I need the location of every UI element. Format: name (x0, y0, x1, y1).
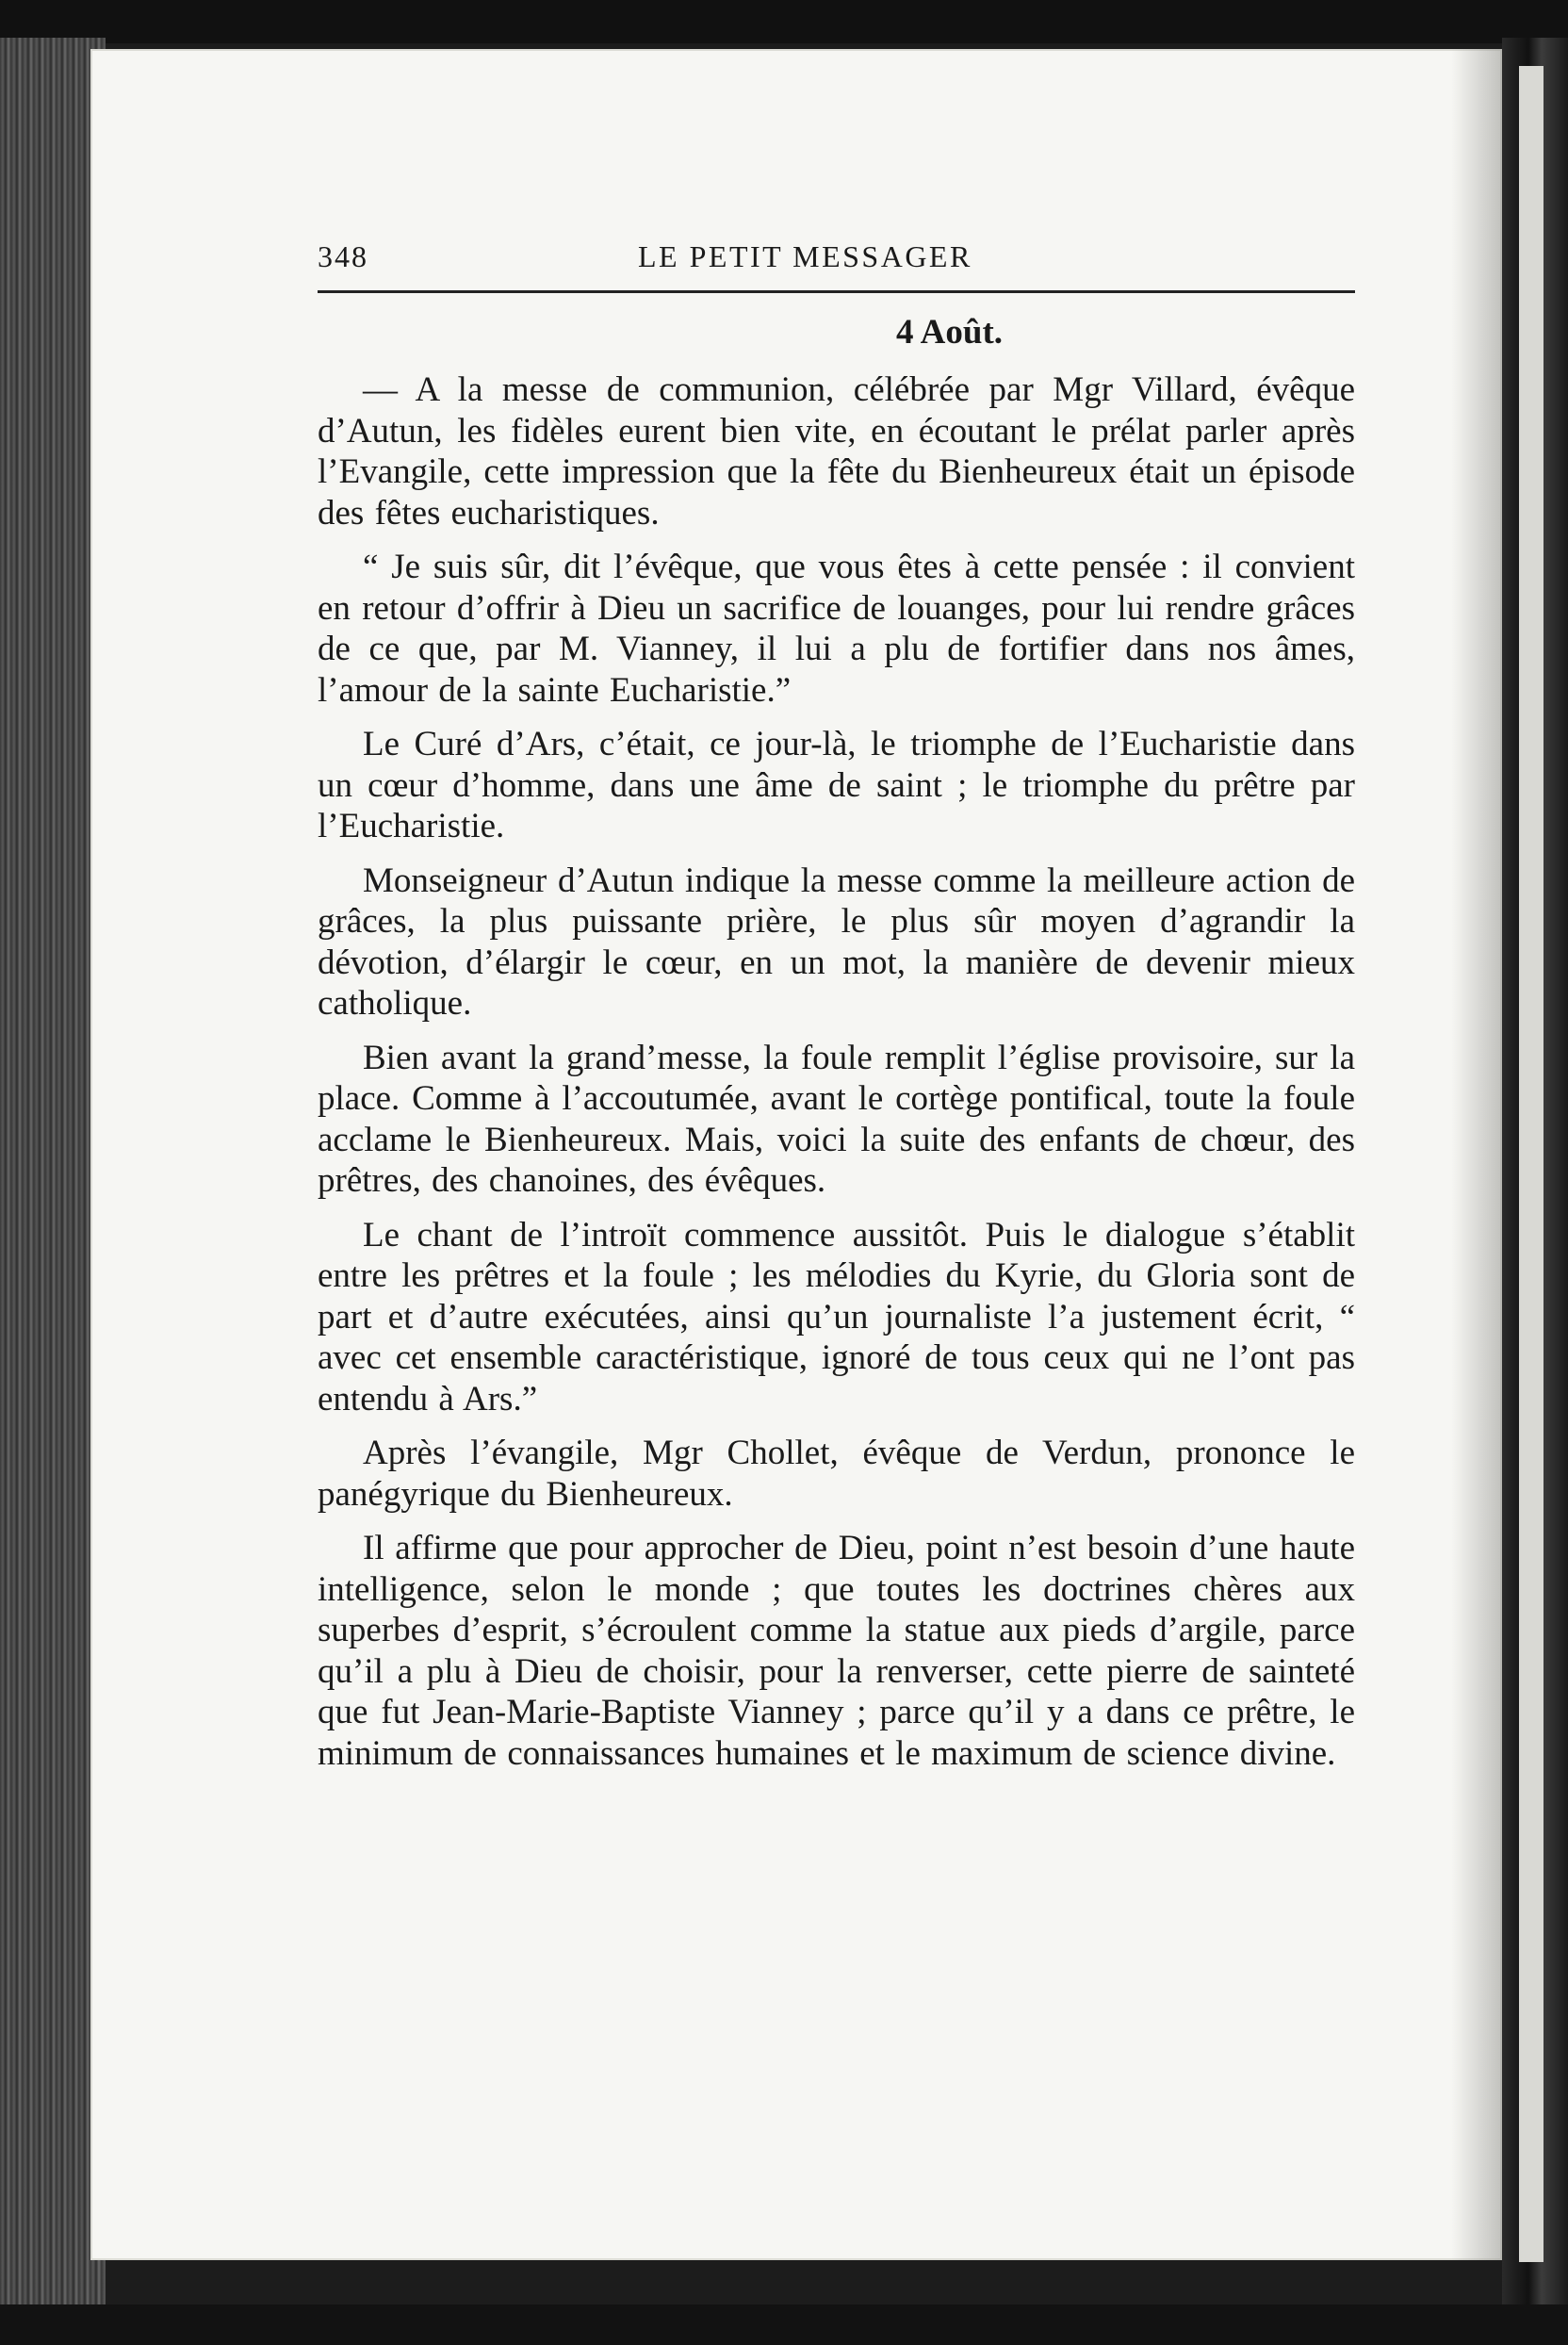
paragraph: Après l’évangile, Mgr Chollet, évêque de Verdun, prononce le panégyrique du Bienheureux. (318, 1434, 1355, 1514)
page-shadow (1451, 49, 1502, 2260)
running-head (318, 236, 1355, 287)
paragraph: Bien avant la grand’messe, la foule remplit l’église provisoire, sur la place. Comme à l’accoutumée, avant le cortège pontifical, toute la foule acclame le Bienheureux. Mais, voici la suite des enfants de chœur, des prêtres, des chanoines, des évêques. (318, 1038, 1355, 1200)
running-title: LE PETIT MESSAGER (638, 239, 972, 273)
paragraph: Le chant de l’introït commence aussitôt. Puis le dialogue s’établit entre les prêtres et la foule ; les mélodies du Kyrie, du Gloria sont de part et d’autre exécutées, ainsi qu’un journaliste l’a justement écrit, “ avec cet ensemble caractéristique, ignoré de tous ceux qui ne l’ont pas entendu à Ars.” (318, 1215, 1355, 1418)
header-rule (318, 290, 1355, 293)
paragraph: — A la messe de communion, célébrée par Mgr Villard, évêque d’Autun, les fidèles eurent bien vite, en écoutant le prélat parler après l’Evangile, cette impression que la fête du Bienheureux était un épisode des fêtes eucharistiques. (318, 370, 1355, 533)
paragraph: Le Curé d’Ars, c’était, ce jour-là, le triomphe de l’Eucharistie dans un cœur d’homme, dans une âme de saint ; le triomphe du prêtre par l’Eucharistie. (318, 725, 1355, 845)
page-number: 348 (318, 239, 368, 273)
page-content (318, 236, 1355, 1787)
paragraph: Il affirme que pour approcher de Dieu, point n’est besoin d’une haute intelligence, selon le monde ; que toutes les doctrines chères aux superbes d’esprit, s’écroulent comme la statue aux pieds d’argile, parce qu’il a plu à Dieu de choisir, pour la renverser, cette pierre de sainteté que fut Jean-Marie-Baptiste Vianney ; parce qu’il y a dans ce prêtre, le minimum de connaissances humaines et le maximum de science divine. (318, 1529, 1355, 1773)
paragraph: Monseigneur d’Autun indique la messe comme la meilleure action de grâces, la plus puissante prière, le plus sûr moyen d’agrandir la dévotion, d’élargir le cœur, en un mot, la manière de devenir mieux catholique. (318, 861, 1355, 1023)
scan-top-border (0, 0, 1568, 43)
date-heading: 4 Août. (895, 313, 1004, 352)
scan-bottom-border (0, 2304, 1568, 2345)
paragraph: “ Je suis sûr, dit l’évêque, que vous êtes à cette pensée : il convient en retour d’offrir à Dieu un sacrifice de louanges, pour lui rendre grâces de ce que, par M. Vianney, il lui a plu de fortifier dans nos âmes, l’amour de la sainte Eucharistie.” (318, 548, 1355, 710)
facing-page-strip (1519, 66, 1544, 2262)
